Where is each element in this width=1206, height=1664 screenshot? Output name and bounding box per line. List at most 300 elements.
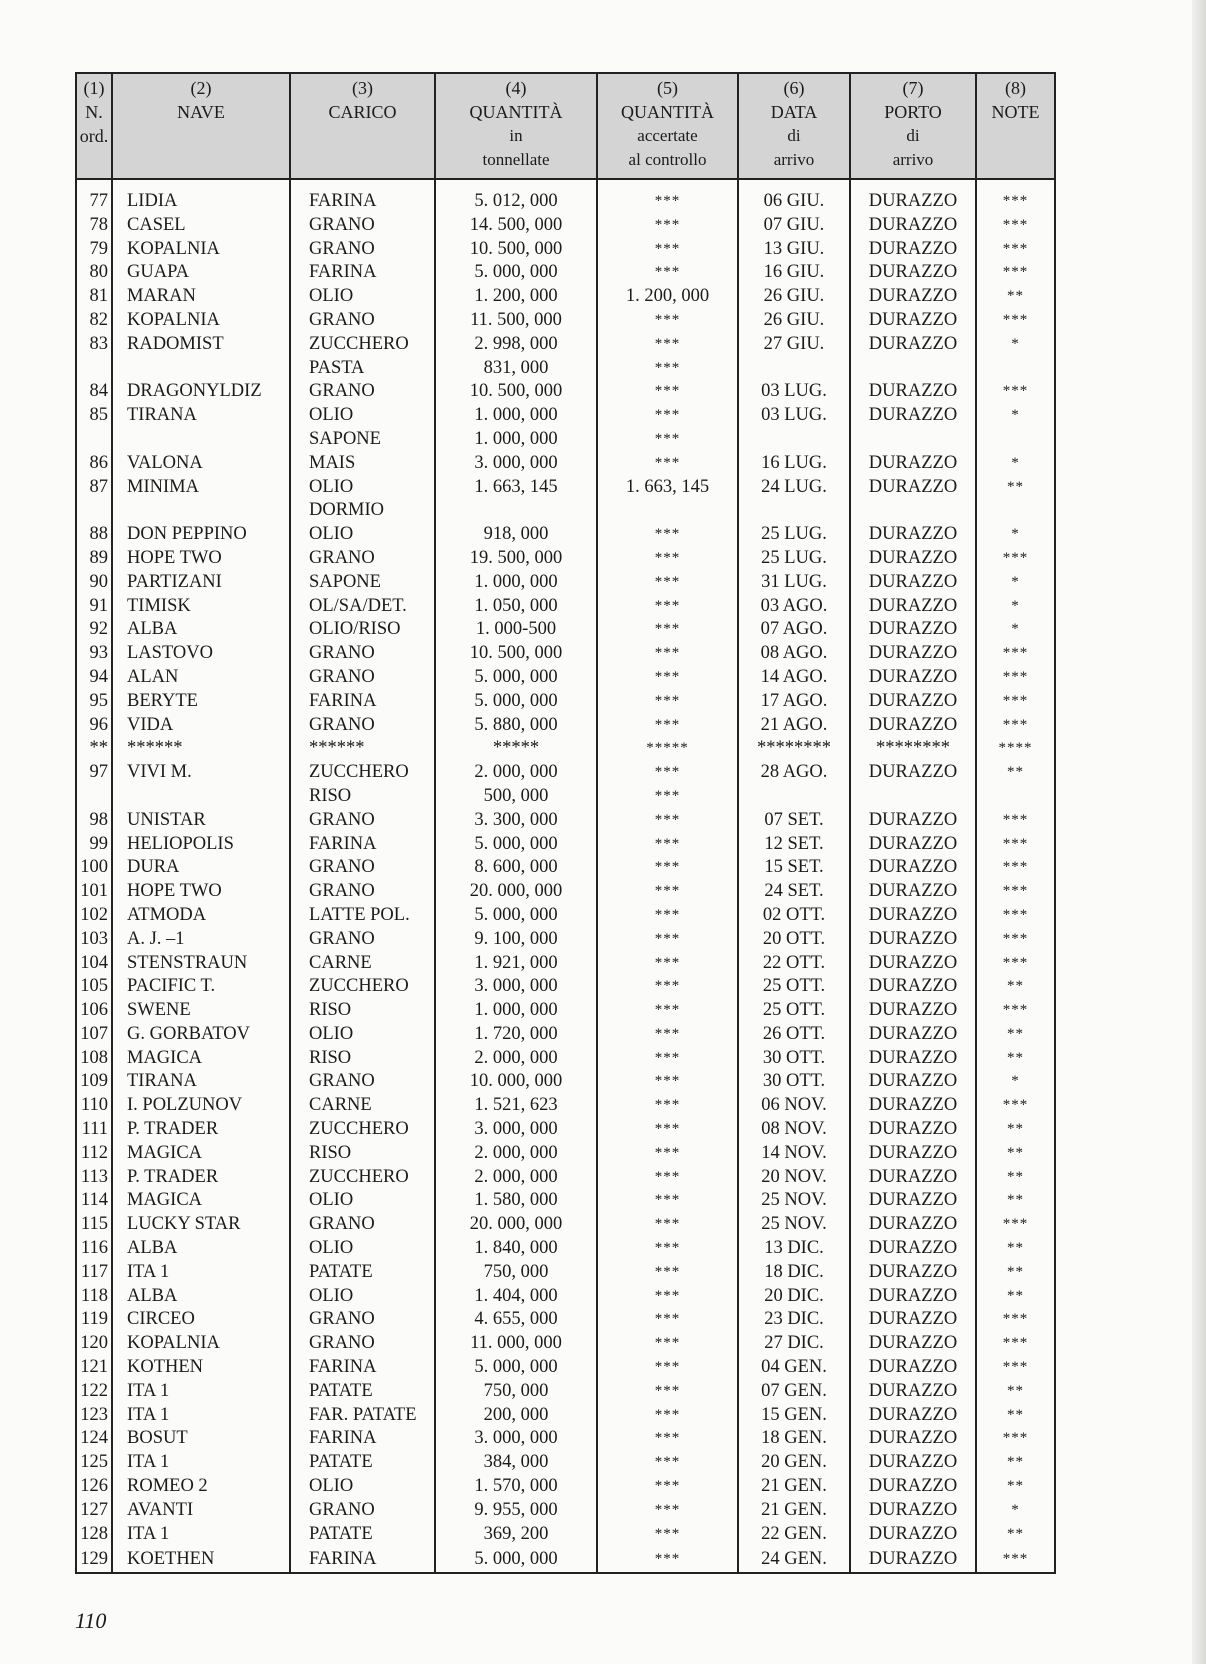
cell-cargo: MAIS: [290, 452, 435, 476]
cell-number: 102: [76, 904, 112, 928]
table-header-row: [76, 73, 1055, 179]
cell-number: [76, 785, 112, 809]
cell-cargo: GRANO: [290, 214, 435, 238]
cell-arrival-date: 25 OTT.: [738, 999, 850, 1023]
cell-number: 93: [76, 642, 112, 666]
cell-arrival-port: DURAZZO: [850, 238, 976, 262]
cell-cargo: ZUCCHERO: [290, 1166, 435, 1190]
table-row: [76, 666, 1055, 690]
cell-ship: ALBA: [112, 1237, 290, 1261]
table-row: [76, 333, 1055, 357]
cell-cargo: GRANO: [290, 1213, 435, 1237]
cell-number: 101: [76, 880, 112, 904]
header-col-port-index: (7): [902, 78, 924, 98]
cell-number: 79: [76, 238, 112, 262]
cell-ship: HOPE TWO: [112, 547, 290, 571]
header-col-notes-title: NOTE: [991, 102, 1040, 122]
cell-ship: ROMEO 2: [112, 1475, 290, 1499]
table-row: [76, 690, 1055, 714]
cell-number: 96: [76, 714, 112, 738]
cell-arrival-date: 25 LUG.: [738, 547, 850, 571]
table-row: [76, 809, 1055, 833]
cell-cargo: RISO: [290, 1047, 435, 1071]
cell-quantity: 14. 500, 000: [435, 214, 597, 238]
table-row: [76, 1118, 1055, 1142]
header-col-cargo: [290, 73, 435, 179]
cell-arrival-date: 17 AGO.: [738, 690, 850, 714]
cell-ship: [112, 785, 290, 809]
table-row: [76, 1023, 1055, 1047]
table-row: [76, 1499, 1055, 1523]
cell-arrival-date: [738, 357, 850, 381]
table-row: [76, 214, 1055, 238]
cell-ship: DON PEPPINO: [112, 523, 290, 547]
header-col-number-line3: ord.: [79, 126, 109, 146]
cell-verified-quantity: ***: [597, 1094, 738, 1118]
table-row: [76, 1404, 1055, 1428]
cell-arrival-date: 25 NOV.: [738, 1189, 850, 1213]
cell-verified-quantity: ***: [597, 1356, 738, 1380]
table-row: [76, 1094, 1055, 1118]
cell-arrival-date: 25 NOV.: [738, 1213, 850, 1237]
cell-ship: STENSTRAUN: [112, 952, 290, 976]
spacer-cell: [597, 179, 738, 190]
cell-cargo: FARINA: [290, 1356, 435, 1380]
cell-cargo: FARINA: [290, 1427, 435, 1451]
cell-notes: *: [976, 595, 1055, 619]
table-row: [76, 1261, 1055, 1285]
header-col-notes: [976, 73, 1055, 179]
cell-quantity: 4. 655, 000: [435, 1308, 597, 1332]
cell-arrival-port: DURAZZO: [850, 1404, 976, 1428]
cell-verified-quantity: ***: [597, 1237, 738, 1261]
cell-verified-quantity: ***: [597, 1427, 738, 1451]
cell-arrival-port: DURAZZO: [850, 1261, 976, 1285]
cell-number: 91: [76, 595, 112, 619]
page-edge-shadow: [1192, 0, 1206, 1664]
header-col-number-line2: N.: [85, 102, 103, 122]
cell-notes: **: [976, 476, 1055, 500]
table-row: [76, 428, 1055, 452]
cell-notes: **: [976, 285, 1055, 309]
spacer-cell: [976, 179, 1055, 190]
cell-ship: ITA 1: [112, 1380, 290, 1404]
cell-arrival-date: [738, 785, 850, 809]
cell-notes: *: [976, 523, 1055, 547]
cell-ship: PACIFIC T.: [112, 975, 290, 999]
cell-quantity: 3. 000, 000: [435, 1118, 597, 1142]
cell-cargo: GRANO: [290, 309, 435, 333]
cell-notes: [976, 428, 1055, 452]
cell-verified-quantity: ***: [597, 190, 738, 214]
cell-arrival-date: 04 GEN.: [738, 1356, 850, 1380]
cell-cargo: ZUCCHERO: [290, 761, 435, 785]
cell-verified-quantity: ***: [597, 785, 738, 809]
cell-ship: MARAN: [112, 285, 290, 309]
table-body: [76, 179, 1055, 1573]
table-row: [76, 1189, 1055, 1213]
cell-arrival-port: DURAZZO: [850, 928, 976, 952]
cell-verified-quantity: ***: [597, 571, 738, 595]
cell-arrival-port: DURAZZO: [850, 571, 976, 595]
cell-cargo: SAPONE: [290, 571, 435, 595]
cell-arrival-date: 27 GIU.: [738, 333, 850, 357]
cell-number: 84: [76, 380, 112, 404]
cell-notes: ***: [976, 928, 1055, 952]
cell-cargo: GRANO: [290, 1308, 435, 1332]
header-col-verified-line3: accertate: [637, 126, 698, 145]
cell-arrival-port: DURAZZO: [850, 880, 976, 904]
cell-ship: LIDIA: [112, 190, 290, 214]
cell-arrival-port: DURAZZO: [850, 547, 976, 571]
cell-quantity: 5. 000, 000: [435, 261, 597, 285]
cell-number: 85: [76, 404, 112, 428]
cell-arrival-date: 20 NOV.: [738, 1166, 850, 1190]
cell-arrival-date: [738, 499, 850, 523]
cell-notes: *: [976, 452, 1055, 476]
cell-cargo: OLIO: [290, 476, 435, 500]
table-row: [76, 904, 1055, 928]
cell-quantity: 1. 000, 000: [435, 999, 597, 1023]
cell-arrival-date: 08 NOV.: [738, 1118, 850, 1142]
cell-verified-quantity: ***: [597, 1499, 738, 1523]
header-col-number-index: (1): [83, 78, 105, 98]
cell-notes: ***: [976, 380, 1055, 404]
cell-arrival-port: DURAZZO: [850, 190, 976, 214]
cell-verified-quantity: ***: [597, 309, 738, 333]
cell-notes: ***: [976, 309, 1055, 333]
cell-verified-quantity: ***: [597, 618, 738, 642]
cell-verified-quantity: ***: [597, 714, 738, 738]
cell-ship: BERYTE: [112, 690, 290, 714]
cell-arrival-date: 08 AGO.: [738, 642, 850, 666]
cell-verified-quantity: ***: [597, 1023, 738, 1047]
cell-ship: G. GORBATOV: [112, 1023, 290, 1047]
cell-verified-quantity: ***: [597, 1261, 738, 1285]
cell-verified-quantity: ***: [597, 1047, 738, 1071]
cell-verified-quantity: ***: [597, 1070, 738, 1094]
cell-ship: DRAGONYLDIZ: [112, 380, 290, 404]
cell-notes: **: [976, 1451, 1055, 1475]
cell-number: 82: [76, 309, 112, 333]
table-row: [76, 1475, 1055, 1499]
cell-quantity: 1. 580, 000: [435, 1189, 597, 1213]
cell-quantity: 1. 570, 000: [435, 1475, 597, 1499]
header-col-cargo-title: CARICO: [328, 102, 397, 122]
cell-cargo: OLIO: [290, 1023, 435, 1047]
cell-ship: ITA 1: [112, 1404, 290, 1428]
cell-notes: [976, 499, 1055, 523]
table-row: [76, 357, 1055, 381]
cell-ship: I. POLZUNOV: [112, 1094, 290, 1118]
cell-number: [76, 428, 112, 452]
cell-number: 92: [76, 618, 112, 642]
cell-arrival-port: DURAZZO: [850, 1451, 976, 1475]
cell-arrival-port: DURAZZO: [850, 380, 976, 404]
cell-notes: ***: [976, 1546, 1055, 1573]
cell-arrival-date: 21 GEN.: [738, 1499, 850, 1523]
table-row: [76, 452, 1055, 476]
table-row: [76, 833, 1055, 857]
cell-arrival-date: 07 AGO.: [738, 618, 850, 642]
cell-cargo: SAPONE: [290, 428, 435, 452]
header-col-date-index: (6): [783, 78, 805, 98]
cell-arrival-port: ********: [850, 737, 976, 761]
header-col-quantity-line4: tonnellate: [482, 150, 550, 169]
cell-arrival-port: [850, 357, 976, 381]
cell-cargo: ZUCCHERO: [290, 975, 435, 999]
cell-ship: ALAN: [112, 666, 290, 690]
cell-arrival-port: DURAZZO: [850, 1118, 976, 1142]
header-col-ship-index: (2): [190, 78, 212, 98]
cell-notes: **: [976, 1142, 1055, 1166]
cell-notes: ***: [976, 952, 1055, 976]
cell-notes: ***: [976, 1213, 1055, 1237]
cell-notes: **: [976, 1189, 1055, 1213]
cell-notes: **: [976, 1118, 1055, 1142]
cell-verified-quantity: ***: [597, 666, 738, 690]
cell-number: 113: [76, 1166, 112, 1190]
cell-notes: **: [976, 761, 1055, 785]
spacer-cell: [76, 179, 112, 190]
cell-quantity: 19. 500, 000: [435, 547, 597, 571]
cell-number: 108: [76, 1047, 112, 1071]
cell-arrival-port: DURAZZO: [850, 333, 976, 357]
cell-notes: ***: [976, 238, 1055, 262]
cell-arrival-port: DURAZZO: [850, 595, 976, 619]
cell-cargo: GRANO: [290, 380, 435, 404]
cell-cargo: ******: [290, 737, 435, 761]
cell-verified-quantity: ***: [597, 761, 738, 785]
cell-verified-quantity: ***: [597, 595, 738, 619]
cell-arrival-port: DURAZZO: [850, 214, 976, 238]
cell-notes: *: [976, 1499, 1055, 1523]
cell-quantity: 1. 921, 000: [435, 952, 597, 976]
cell-ship: DURA: [112, 856, 290, 880]
cell-quantity: 9. 100, 000: [435, 928, 597, 952]
cell-cargo: GRANO: [290, 809, 435, 833]
cell-arrival-date: 06 NOV.: [738, 1094, 850, 1118]
cell-number: 111: [76, 1118, 112, 1142]
table-row: [76, 595, 1055, 619]
cell-arrival-date: 24 LUG.: [738, 476, 850, 500]
cell-verified-quantity: ***: [597, 904, 738, 928]
cell-verified-quantity: ***: [597, 642, 738, 666]
cell-notes: **: [976, 1523, 1055, 1547]
cell-verified-quantity: ***: [597, 690, 738, 714]
cell-quantity: 1. 000, 000: [435, 428, 597, 452]
header-col-quantity-line3: in: [509, 126, 523, 145]
cell-quantity: 1. 720, 000: [435, 1023, 597, 1047]
cell-number: [76, 357, 112, 381]
table-row: [76, 880, 1055, 904]
cell-arrival-date: 21 GEN.: [738, 1475, 850, 1499]
cell-cargo: PATATE: [290, 1261, 435, 1285]
cell-quantity: 369, 200: [435, 1523, 597, 1547]
cell-number: 116: [76, 1237, 112, 1261]
cell-quantity: 2. 998, 000: [435, 333, 597, 357]
cell-quantity: 500, 000: [435, 785, 597, 809]
cell-number: 114: [76, 1189, 112, 1213]
spacer-cell: [290, 179, 435, 190]
cell-arrival-date: 22 OTT.: [738, 952, 850, 976]
table-row: [76, 571, 1055, 595]
cell-verified-quantity: ***: [597, 1213, 738, 1237]
cell-number: 83: [76, 333, 112, 357]
cell-ship: TIRANA: [112, 404, 290, 428]
cell-notes: ****: [976, 737, 1055, 761]
cell-arrival-date: 14 NOV.: [738, 1142, 850, 1166]
cell-arrival-port: DURAZZO: [850, 1546, 976, 1573]
cell-number: 80: [76, 261, 112, 285]
cell-cargo: FARINA: [290, 261, 435, 285]
cell-ship: MINIMA: [112, 476, 290, 500]
cell-notes: ***: [976, 690, 1055, 714]
cell-number: 123: [76, 1404, 112, 1428]
cell-notes: ***: [976, 714, 1055, 738]
cell-arrival-port: DURAZZO: [850, 261, 976, 285]
cell-arrival-port: DURAZZO: [850, 1523, 976, 1547]
cell-arrival-date: 26 GIU.: [738, 285, 850, 309]
table-row: [76, 1523, 1055, 1547]
cell-arrival-date: 18 GEN.: [738, 1427, 850, 1451]
cell-arrival-port: DURAZZO: [850, 642, 976, 666]
cell-cargo: PASTA: [290, 357, 435, 381]
ship-arrivals-table-container: [75, 72, 1054, 1574]
cell-verified-quantity: ***: [597, 833, 738, 857]
table-row: [76, 1308, 1055, 1332]
table-row: [76, 380, 1055, 404]
spacer-cell: [738, 179, 850, 190]
cell-arrival-date: 26 OTT.: [738, 1023, 850, 1047]
cell-verified-quantity: ***: [597, 928, 738, 952]
table-row: [76, 952, 1055, 976]
header-col-arrival-port: [850, 73, 976, 179]
cell-ship: GUAPA: [112, 261, 290, 285]
cell-quantity: 1. 050, 000: [435, 595, 597, 619]
cell-arrival-date: 15 SET.: [738, 856, 850, 880]
cell-ship: HOPE TWO: [112, 880, 290, 904]
cell-number: 112: [76, 1142, 112, 1166]
table-row: [76, 404, 1055, 428]
cell-quantity: *****: [435, 737, 597, 761]
cell-cargo: OLIO: [290, 1189, 435, 1213]
cell-notes: **: [976, 1380, 1055, 1404]
cell-arrival-date: 07 GIU.: [738, 214, 850, 238]
header-col-notes-index: (8): [1005, 78, 1026, 98]
cell-cargo: GRANO: [290, 1070, 435, 1094]
cell-number: 129: [76, 1546, 112, 1573]
cell-notes: ***: [976, 1427, 1055, 1451]
cell-arrival-port: DURAZZO: [850, 1308, 976, 1332]
cell-verified-quantity: ***: [597, 261, 738, 285]
cell-arrival-port: [850, 428, 976, 452]
cell-cargo: GRANO: [290, 880, 435, 904]
header-col-arrival-date: [738, 73, 850, 179]
cell-cargo: OLIO: [290, 1475, 435, 1499]
cell-notes: ***: [976, 1094, 1055, 1118]
cell-ship: ALBA: [112, 618, 290, 642]
cell-arrival-date: 24 GEN.: [738, 1546, 850, 1573]
cell-cargo: FARINA: [290, 690, 435, 714]
cell-quantity: 20. 000, 000: [435, 1213, 597, 1237]
cell-notes: **: [976, 1285, 1055, 1309]
cell-arrival-port: DURAZZO: [850, 666, 976, 690]
cell-notes: ***: [976, 1332, 1055, 1356]
cell-quantity: 10. 000, 000: [435, 1070, 597, 1094]
cell-quantity: 9. 955, 000: [435, 1499, 597, 1523]
cell-quantity: 750, 000: [435, 1261, 597, 1285]
cell-quantity: 2. 000, 000: [435, 1166, 597, 1190]
cell-arrival-date: 03 AGO.: [738, 595, 850, 619]
cell-quantity: 1. 000, 000: [435, 571, 597, 595]
cell-quantity: 3. 000, 000: [435, 452, 597, 476]
cell-ship: TIRANA: [112, 1070, 290, 1094]
cell-cargo: FARINA: [290, 833, 435, 857]
cell-number: 90: [76, 571, 112, 595]
table-row: [76, 928, 1055, 952]
cell-arrival-port: DURAZZO: [850, 856, 976, 880]
cell-arrival-port: DURAZZO: [850, 309, 976, 333]
header-col-port-line4: arrivo: [892, 150, 934, 169]
cell-ship: LUCKY STAR: [112, 1213, 290, 1237]
cell-number: **: [76, 737, 112, 761]
cell-arrival-port: DURAZZO: [850, 1213, 976, 1237]
cell-arrival-port: DURAZZO: [850, 1023, 976, 1047]
cell-cargo: OLIO: [290, 404, 435, 428]
table-row: [76, 261, 1055, 285]
cell-cargo: GRANO: [290, 1499, 435, 1523]
cell-ship: CASEL: [112, 214, 290, 238]
cell-arrival-port: DURAZZO: [850, 404, 976, 428]
cell-notes: ***: [976, 809, 1055, 833]
cell-number: 128: [76, 1523, 112, 1547]
cell-quantity: 3. 300, 000: [435, 809, 597, 833]
cell-arrival-port: DURAZZO: [850, 761, 976, 785]
cell-quantity: 918, 000: [435, 523, 597, 547]
cell-ship: P. TRADER: [112, 1118, 290, 1142]
cell-cargo: PATATE: [290, 1380, 435, 1404]
table-row: [76, 1142, 1055, 1166]
cell-notes: ***: [976, 547, 1055, 571]
cell-quantity: 10. 500, 000: [435, 380, 597, 404]
cell-verified-quantity: ***: [597, 357, 738, 381]
table-row: [76, 1427, 1055, 1451]
cell-arrival-date: 24 SET.: [738, 880, 850, 904]
cell-number: 87: [76, 476, 112, 500]
cell-cargo: OLIO: [290, 1285, 435, 1309]
cell-number: 122: [76, 1380, 112, 1404]
cell-arrival-date: 31 LUG.: [738, 571, 850, 595]
cell-number: 119: [76, 1308, 112, 1332]
table-row: [76, 476, 1055, 500]
table-row: [76, 737, 1055, 761]
cell-quantity: 5. 000, 000: [435, 833, 597, 857]
cell-ship: KOTHEN: [112, 1356, 290, 1380]
cell-notes: ***: [976, 999, 1055, 1023]
cell-cargo: GRANO: [290, 714, 435, 738]
cell-arrival-port: DURAZZO: [850, 1356, 976, 1380]
table-row: [76, 642, 1055, 666]
cell-ship: CIRCEO: [112, 1308, 290, 1332]
cell-arrival-date: 20 DIC.: [738, 1285, 850, 1309]
cell-ship: VALONA: [112, 452, 290, 476]
cell-arrival-port: DURAZZO: [850, 285, 976, 309]
cell-cargo: OLIO/RISO: [290, 618, 435, 642]
cell-arrival-date: 14 AGO.: [738, 666, 850, 690]
table-row: [76, 1380, 1055, 1404]
table-row: [76, 499, 1055, 523]
